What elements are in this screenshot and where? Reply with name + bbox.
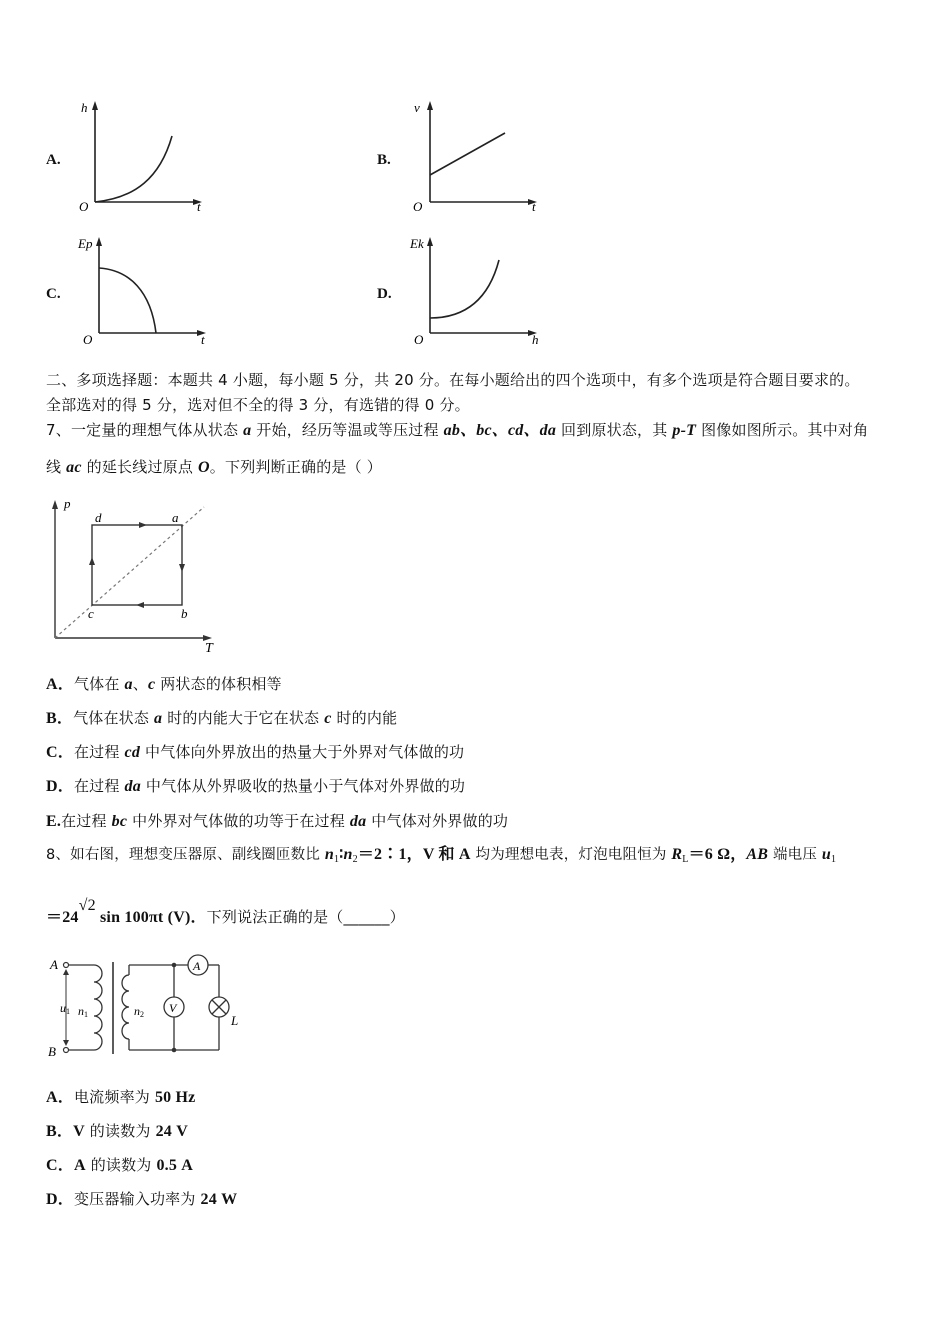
x-axis-label: t [201,332,205,347]
terminal-a-label: A [50,957,58,972]
y-axis-label: Ep [78,236,93,251]
svg-text:.: . [58,1003,61,1015]
q7-option-d[interactable]: D．在过程 da 中气体从外界吸收的热量小于气体对外界做的功 [46,777,466,795]
origin-label: O [79,199,89,213]
point-d-label: d [95,510,102,525]
q8-stem-line1: 8、如右图，理想变压器原、副线圈匝数比 $n_1∶n_2=2∶1$，V 和 A 均为理想电表，灯泡电阻恒为 $R_L=6$ Ω，AB 端电压 $u_1$ [46,846,837,865]
q8-stem-line2: ＝24√2 sin 100πt (V)．下列说法正确的是（______） [46,897,405,926]
terminal-b-label: B [48,1044,56,1059]
origin-label: O [413,199,423,213]
q7-option-e[interactable]: E.在过程 bc 中外界对气体做的功等于在过程 da 中气体对外界做的功 [46,812,509,830]
transformer-circuit [44,950,254,1062]
q7-stem-line1: 7、一定量的理想气体从状态 a 开始，经历等温或等压过程 ab、bc、cd、da 回到原状态，其 p-T 图像如图所示。其中对角 [46,421,869,439]
q8-option-a[interactable]: A．电流频率为 50 Hz [46,1088,196,1106]
u1-label: u1 [60,1001,70,1016]
point-c-label: c [88,606,94,621]
n2-label: n2 [134,1004,144,1019]
section-header-line2: 全部选对的得 5 分，选对但不全的得 3 分，有选错的得 0 分。 [46,396,470,414]
origin-label: O [83,332,93,347]
x-axis-label: h [532,332,539,347]
p-axis-label: p [64,496,71,511]
lamp-label: L [231,1013,239,1028]
q8-option-b[interactable]: B．V 的读数为 24 V [46,1122,188,1140]
n1-label: n1 [78,1004,88,1019]
option-c-label: C. [46,286,61,302]
t-axis-label: T [205,641,213,656]
q7-option-a[interactable]: A．气体在 a、c 两状态的体积相等 [46,675,282,693]
point-a-label: a [172,510,179,525]
x-axis-label: t [197,199,201,213]
q8-option-c[interactable]: C．A 的读数为 0.5 A [46,1156,194,1174]
y-axis-label: Ek [410,236,424,251]
option-d-label: D. [377,286,392,302]
origin-label: O [414,332,424,347]
graph-v-t [408,98,548,213]
sqrt-two: √2 [78,897,96,914]
voltmeter-label: V [169,1001,177,1015]
option-a-label: A. [46,152,61,168]
graph-h-t [75,98,210,213]
q7-stem-line2: 线 ac 的延长线过原点 O。下列判断正确的是（ ） [46,458,382,476]
ammeter-label: A [193,959,201,973]
q7-option-b[interactable]: B．气体在状态 a 时的内能大于它在状态 c 时的内能 [46,709,398,727]
x-axis-label: t [532,199,536,213]
section-header-line1: 二、多项选择题：本题共 4 小题，每小题 5 分，共 20 分。在每小题给出的四个选项中，有多个选项是符合题目要求的。 [46,371,860,389]
y-axis-label: h [81,100,88,115]
pt-diagram [44,494,224,656]
q7-option-c[interactable]: C．在过程 cd 中气体向外界放出的热量大于外界对气体做的功 [46,743,465,761]
y-axis-label: v [414,100,420,115]
q8-option-d[interactable]: D．变压器输入功率为 24 W [46,1190,238,1208]
point-b-label: b [181,606,188,621]
graph-ek-h [408,232,548,347]
graph-ep-t [75,232,215,347]
option-b-label: B. [377,152,391,168]
